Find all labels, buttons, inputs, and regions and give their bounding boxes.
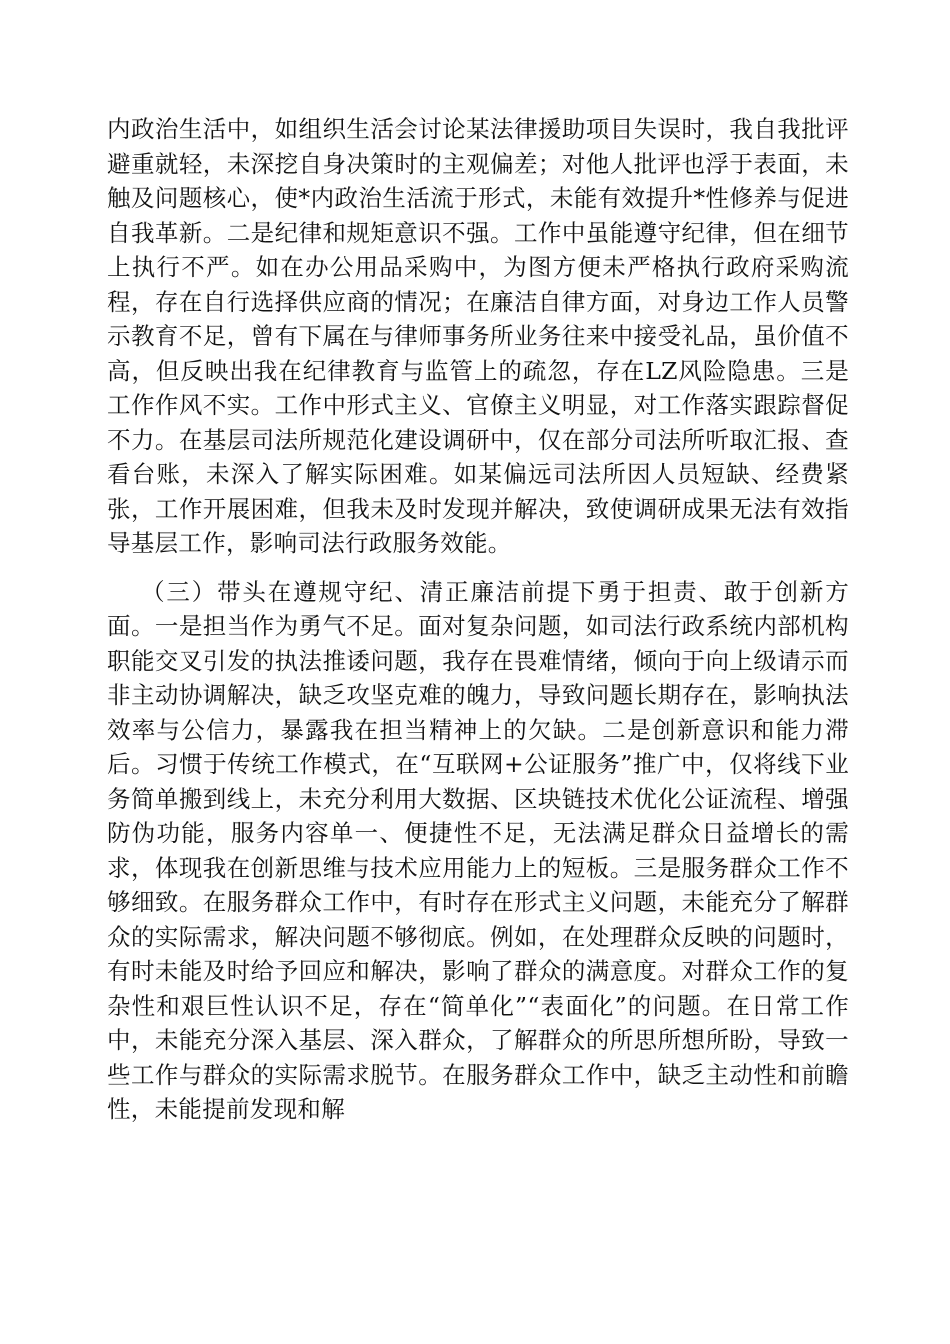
document-body [107, 112, 849, 1127]
paragraph-discipline-issues: 内政治生活中，如组织生活会讨论某法律援助项目失误时，我自我批评避重就轻，未深挖自身决策时的主观偏差；对他人批评也浮于表面，未触及问题核心，使*内政治生活流于形式，未能有效提升*性修养与促进自我革新。二是纪律和规矩意识不强。工作中虽能遵守纪律，但在细节上执行不严。如在办公用品采购中，为图方便未严格执行政府采购流程，存在自行选择供应商的情况；在廉洁自律方面，对身边工作人员警示教育不足，曾有下属在与律师事务所业务往来中接受礼品，虽价值不高，但反映出我在纪律教育与监管上的疏忽，存在LZ风险隐患。三是工作作风不实。工作中形式主义、官僚主义明显，对工作落实跟踪督促不力。在基层司法所规范化建设调研中，仅在部分司法所听取汇报、查看台账，未深入了解实际困难。如某偏远司法所因人员短缺、经费紧张，工作开展困难，但我未及时发现并解决，致使调研成果无法有效指导基层工作，影响司法行政服务效能。 [107, 115, 849, 557]
paragraph-section-three: （三）带头在遵规守纪、清正廉洁前提下勇于担责、敢于创新方面。一是担当作为勇气不足。面对复杂问题，如司法行政系统内部机构职能交叉引发的执法推诿问题，我存在畏难情绪，倾向于向上级请示而非主动协调解决，缺乏攻坚克难的魄力，导致问题长期存在，影响执法效率与公信力，暴露我在担当精神上的欠缺。二是创新意识和能力滞后。习惯于传统工作模式，在“互联网+公证服务”推广中，仅将线下业务简单搬到线上，未充分利用大数据、区块链技术优化公证流程、增强防伪功能，服务内容单一、便捷性不足，无法满足群众日益增长的需求，体现我在创新思维与技术应用能力上的短板。三是服务群众工作不够细致。在服务群众工作中，有时存在形式主义问题，未能充分了解群众的实际需求，解决问题不够彻底。例如，在处理群众反映的问题时，有时未能及时给予回应和解决，影响了群众的满意度。对群众工作的复杂性和艰巨性认识不足，存在“简单化”“表面化”的问题。在日常工作中，未能充分深入基层、深入群众，了解群众的所思所想所盼，导致一些工作与群众的实际需求脱节。在服务群众工作中，缺乏主动性和前瞻性，未能提前发现和解 [107, 577, 849, 1123]
